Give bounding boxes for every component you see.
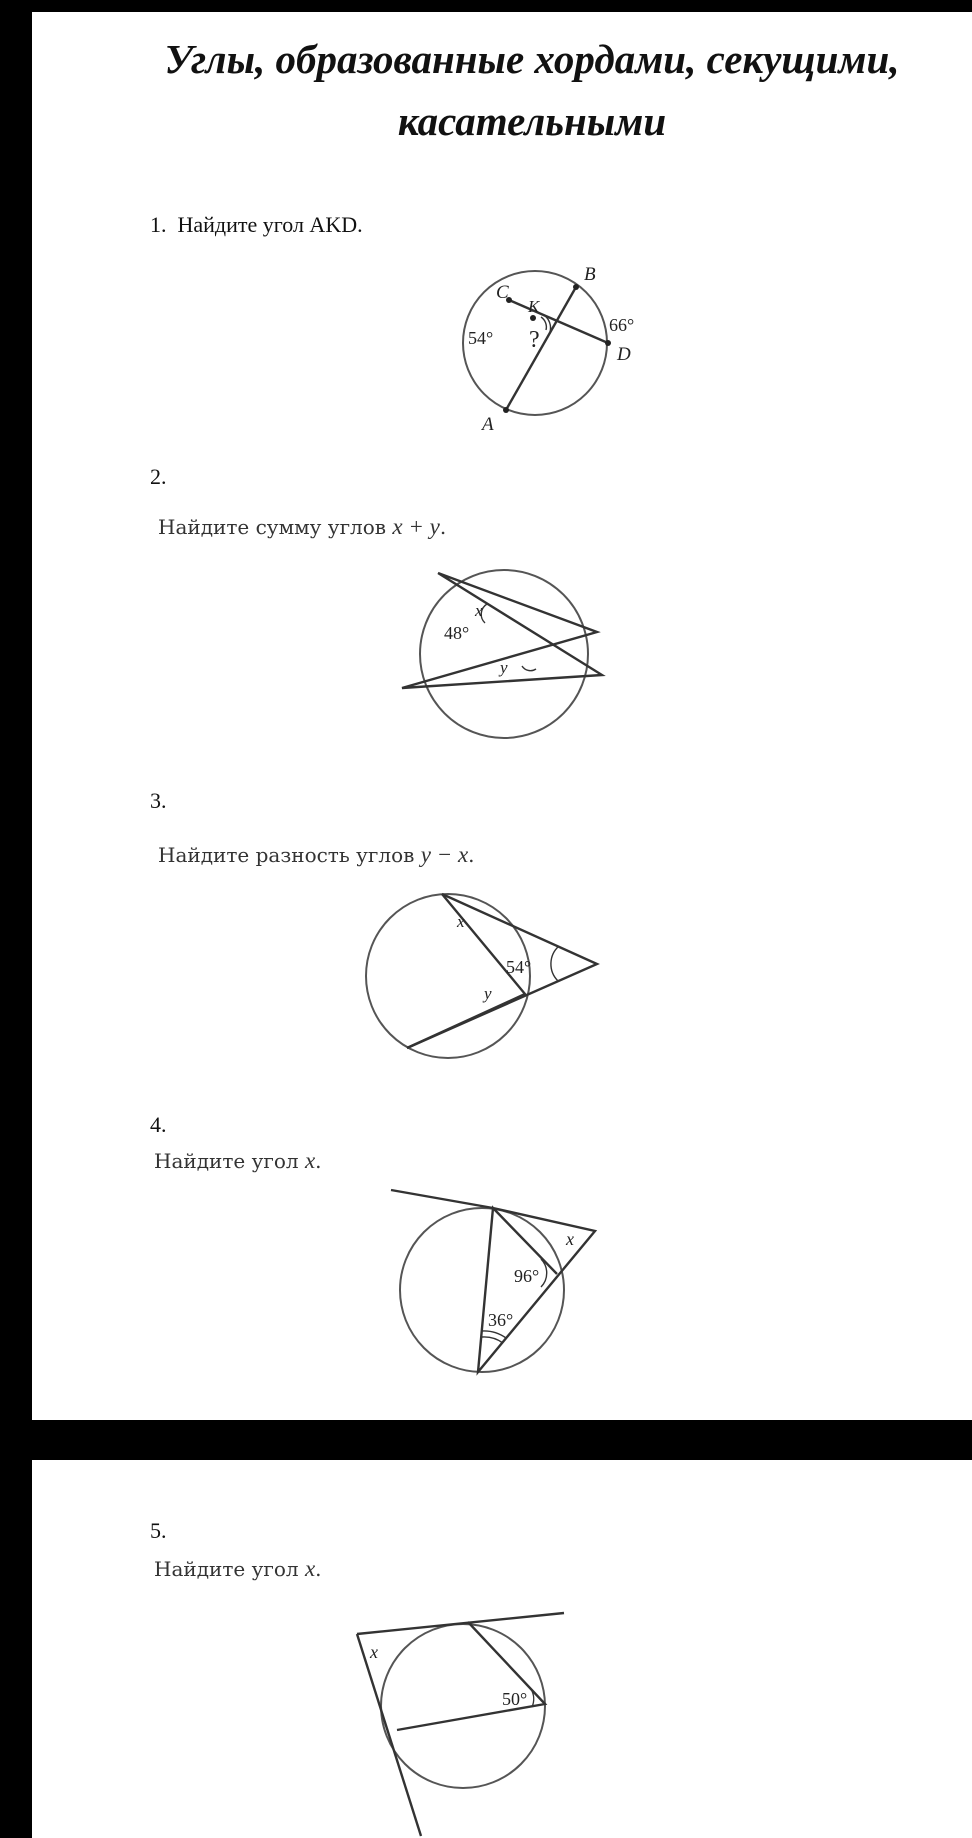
label-36: 36° [488,1310,514,1330]
problem-3-end: . [468,843,475,867]
problem-3-number: 3. [150,788,167,813]
figure-5-chords [397,1622,545,1730]
label-x: x [457,912,465,931]
page-title-line2: касательными [397,98,667,144]
problem-3-text: Найдите разность углов [158,843,421,867]
page-title-line1: Углы, образованные хордами, секущими, [164,36,900,82]
label-96: 96° [514,1266,540,1286]
label-x: x [566,1229,574,1249]
label-b: B [584,264,596,285]
page-1 [32,12,972,1420]
problem-4-number: 4. [150,1112,167,1137]
angle-mark-36-inner [482,1337,503,1343]
problem-5-end: . [315,1557,322,1581]
label-d: D [617,344,631,365]
problem-4-end: . [315,1149,322,1173]
label-x: x [370,1642,378,1662]
label-k: K [528,297,540,316]
figure-2-circle [420,570,588,738]
figure-5-top-tangent [357,1613,564,1634]
problem-3-math: y − x [420,842,469,867]
problem-2-math: x + y [392,514,440,539]
problem-5-math: x [304,1556,316,1581]
figure-5 [352,1608,602,1838]
problem-2-prompt [158,514,446,540]
chord-cd [509,300,608,343]
problem-1-number: 1. [150,212,167,237]
chord-ab [506,287,576,410]
problem-3-prompt [158,842,475,868]
figure-4-circle [400,1208,564,1372]
label-x: x [475,601,483,620]
figure-5-left-line [357,1634,421,1836]
problem-5-text: Найдите угол [154,1557,305,1581]
label-48: 48° [444,623,470,643]
angle-mark-y [522,666,536,671]
angle-mark-54 [551,946,559,981]
problem-2-number: 2. [150,464,167,489]
label-54: 54° [506,957,532,977]
label-c: C [496,282,509,303]
label-y: y [484,984,492,1003]
problem-1-prompt: Найдите угол AKD. [177,212,363,237]
problem-1 [150,212,363,238]
problem-4-text: Найдите угол [154,1149,305,1173]
figure-4-lines [478,1208,595,1372]
angle-mark-k [541,317,546,330]
label-unknown: ? [529,327,540,353]
point-d [605,340,611,346]
problem-5-prompt [154,1556,322,1582]
problem-5-number: 5. [150,1518,167,1543]
page-2 [32,1460,972,1838]
label-y: y [500,658,508,677]
label-arc-66: 66° [609,315,635,335]
figure-1 [412,252,692,435]
figure-2 [392,557,632,757]
problem-4-prompt [154,1148,322,1174]
problem-2-text: Найдите сумму углов [158,515,393,539]
point-b [573,284,579,290]
problem-4-math: x [304,1148,316,1173]
label-50: 50° [502,1689,528,1709]
point-a [503,407,509,413]
label-arc-54: 54° [468,328,494,348]
figure-3 [362,888,612,1068]
problem-2-end: . [439,515,447,539]
figure-3-secants [407,894,597,1048]
label-a: A [482,414,494,435]
figure-4-tangent [391,1190,493,1208]
figure-4 [384,1187,624,1387]
